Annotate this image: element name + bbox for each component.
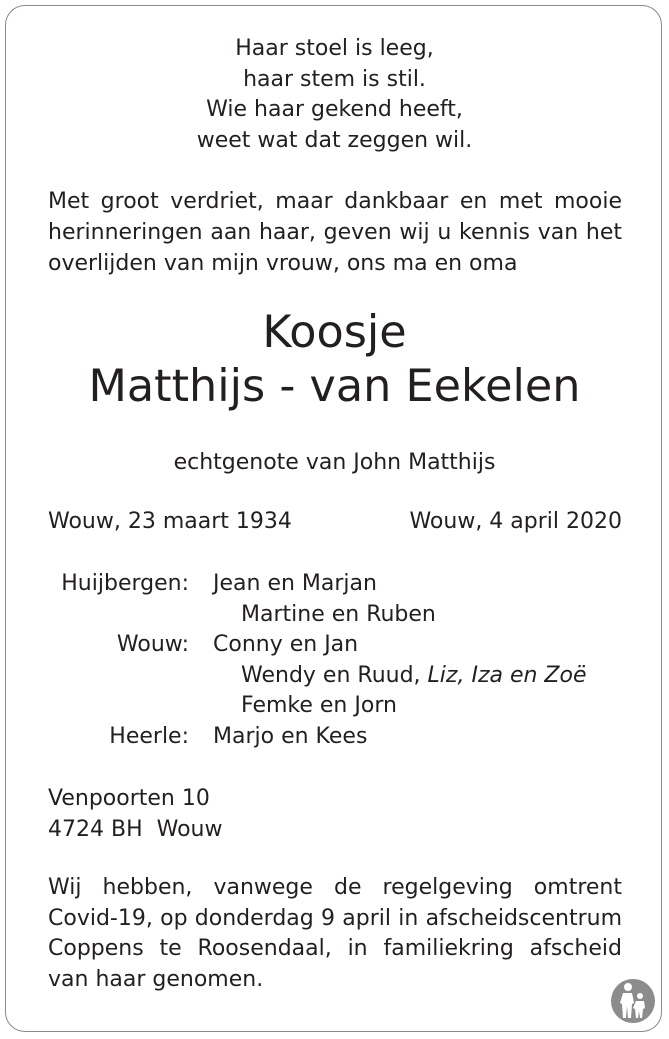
poem-line: haar stem is stil. bbox=[243, 66, 426, 92]
birth-date: Wouw, 23 maart 1934 bbox=[48, 509, 292, 534]
family-members: Martine en Ruben bbox=[241, 601, 436, 627]
poem bbox=[0, 34, 669, 156]
death-date: Wouw, 4 april 2020 bbox=[409, 509, 622, 534]
poem-line: weet wat dat zeggen wil. bbox=[196, 127, 473, 153]
correspondence-address bbox=[48, 784, 222, 845]
memorial-figure-icon bbox=[610, 976, 656, 1026]
poem-line: Wie haar gekend heeft, bbox=[206, 97, 463, 122]
spouse-line: echtgenote van John Matthijs bbox=[173, 450, 496, 475]
deceased-name bbox=[0, 306, 669, 414]
announcement-text: Met groot verdriet, maar dankbaar en met mooie herinneringen aan haar, geven wij u kennis van het overlijden van mijn vrouw, ons ma en oma bbox=[48, 189, 622, 276]
family-members-italic: Liz, Iza en Zoë bbox=[427, 662, 587, 688]
family-members: Marjo en Kees bbox=[213, 723, 368, 749]
family-members-text: Wendy en Ruud, bbox=[241, 662, 421, 688]
deceased-full-name: Matthijs - van Eekelen bbox=[88, 361, 581, 412]
family-place: Wouw: bbox=[116, 632, 189, 657]
family-members: Conny en Jan bbox=[213, 632, 359, 657]
family-members: Jean en Marjan bbox=[213, 571, 377, 596]
address-postal-city: 4724 BH Wouw bbox=[48, 816, 223, 842]
family-place: Huijbergen: bbox=[61, 571, 189, 596]
poem-line: Haar stoel is leeg, bbox=[235, 36, 434, 61]
family-members: Femke en Jorn bbox=[241, 693, 397, 718]
life-dates bbox=[48, 507, 622, 537]
family-place: Heerle: bbox=[109, 723, 189, 749]
farewell-text: Wij hebben, vanwege de regelgeving omtrent Covid-19, op donderdag 9 april in afscheidscentrum Coppens te Roosendaal, in familiekring afscheid van haar genomen. bbox=[48, 875, 622, 992]
deceased-first-name: Koosje bbox=[262, 307, 407, 358]
address-street: Venpoorten 10 bbox=[48, 786, 210, 811]
family-members bbox=[241, 661, 587, 692]
